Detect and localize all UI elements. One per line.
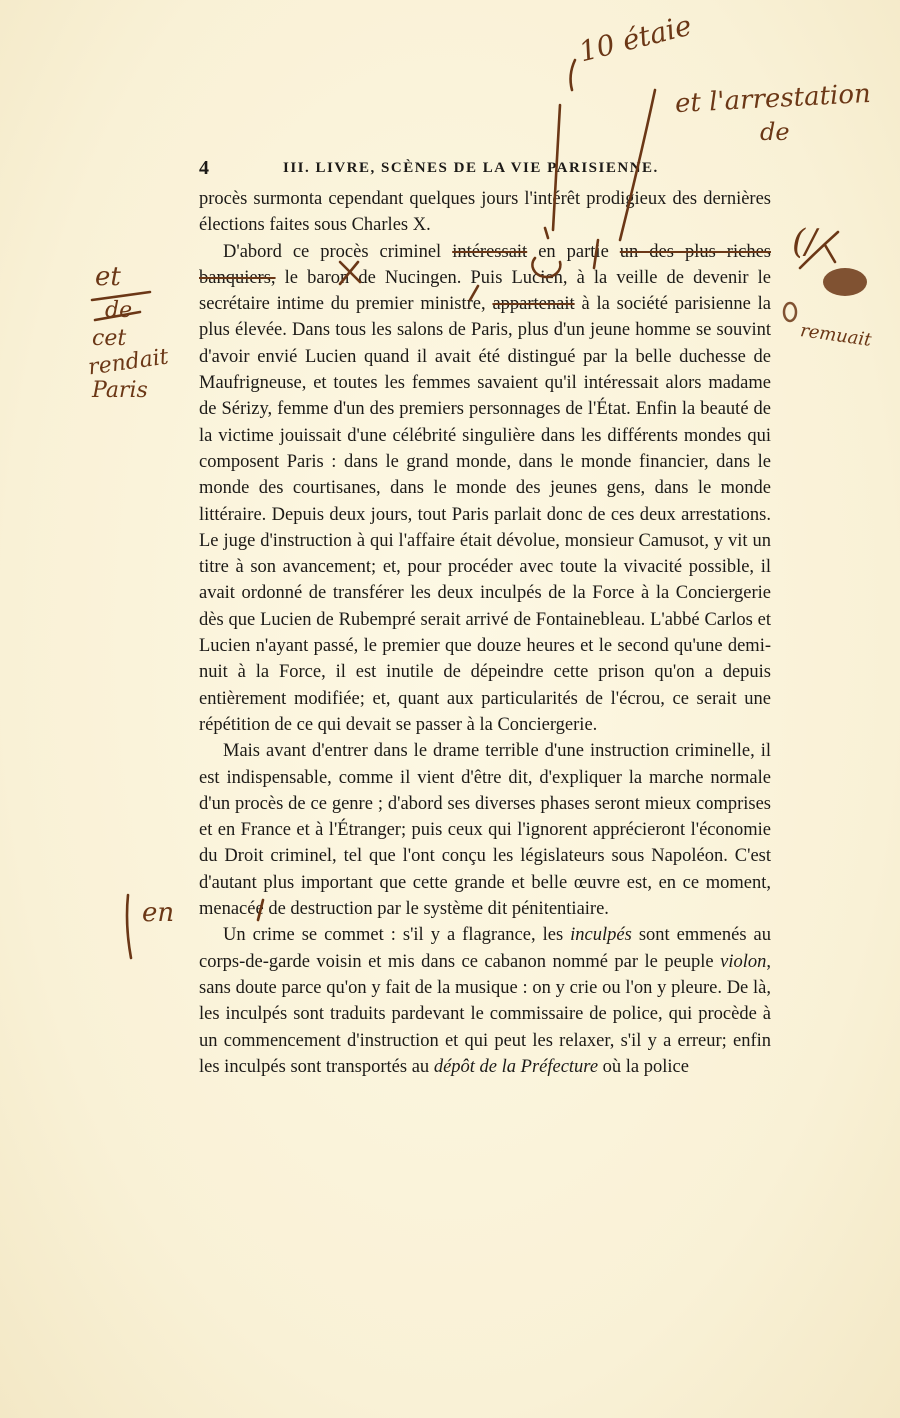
annotation-right-1: (/ — [792, 222, 817, 262]
ink-stroke — [545, 228, 548, 238]
italic-term: inculpés — [570, 925, 632, 946]
ink-stroke — [571, 60, 575, 90]
italic-term: violon — [720, 951, 767, 972]
text-run: le baron de Nucingen. Puis Lucien, à la veille de devenir le secrétaire intime du premier ministre, — [199, 267, 771, 315]
annotation-left-5: Paris — [92, 378, 148, 403]
struck-word-interessait: intéressait — [452, 241, 528, 262]
ink-stroke — [470, 286, 478, 300]
text-run: , sans doute parce qu'on y fait de la musique : on y crie ou l'on y pleure. De là, les inculpés sont traduits pardevant le commissaire de police, qui procède à un commencement d'instruction et qui peut les relaxer, s'il y a erreur; enfin les inculpés sont transportés au — [199, 951, 771, 1077]
page-number: 4 — [199, 157, 211, 179]
ink-stroke — [340, 262, 360, 284]
ink-stroke — [127, 895, 131, 958]
ink-stroke — [594, 240, 598, 268]
running-title: III. LIVRE, SCÈNES DE LA VIE PARISIENNE. — [283, 160, 659, 176]
annotation-top-3: de — [760, 118, 790, 146]
paragraph-1: procès surmonta cependant quelques jours l'intérêt prodigieux des dernières élections faites sous Charles X. — [199, 189, 771, 236]
italic-term: dépôt de la Préfecture — [433, 1056, 599, 1077]
text-run: sont emmenés au corps-de-garde voisin et mis dans ce cabanon nommé par le peuple — [199, 925, 772, 972]
text-run: D'abord ce procès criminel — [223, 241, 453, 262]
text-run: à la société parisienne la plus élevée. Dans tous les salons de Paris, plus d'un jeune homme se souvint d'avoir envié Lucien quand il avait été distingué par la belle duchesse de Maufrigneuse, et toutes les femmes savaient qu'il intéressait alors madame de Sérizy, femme d'un des premiers personnages de l'État. Enfin la beauté de la victime jouissait d'une célébrité singulière dans les différents mondes qui composent Paris : dans le grand monde, dans le monde financier, dans le monde des courtisanes, dans le monde des jeunes gens, dans le monde littéraire. Depuis deux jours, tout Paris parlait donc de ces deux arrestations. Le juge d'instruction à qui l'affaire était dévolue, monsieur Camusot, y vit un titre à son avancement; et, pour procéder avec toute la vivacité possible, il avait ordonné de transférer les deux inculpés de la Force à la Conciergerie dès que Lucien de Rubempré serait arrivé de Fontainebleau. L'abbé Carlos et Lucien n'ayant passé, le premier que douze heures et le second qu'une demi-nuit à la Force, il est inutile de dépeindre cette prison qu'on a depuis entièrement modifiée; et, quant aux particularités de l'écrou, ce serait une répétition de ce qui devait se passer à la Conciergerie. — [199, 294, 771, 735]
annotation-margin-en: en — [142, 898, 175, 928]
ink-stroke — [532, 258, 560, 277]
text-run: en partie — [527, 241, 620, 262]
annotation-top-2: et l'arrestation — [674, 78, 872, 120]
annotation-left-1: et — [95, 262, 121, 292]
ink-blot — [784, 303, 796, 321]
ink-stroke — [825, 245, 835, 262]
text-run: Un crime se commet : s'il y a flagrance, les — [223, 925, 571, 946]
ink-stroke — [620, 90, 655, 240]
ink-stroke — [553, 105, 560, 230]
annotation-left-3: cet — [92, 326, 127, 351]
ink-blot — [823, 268, 867, 296]
annotation-left-4: rendait — [86, 344, 171, 381]
ink-stroke — [258, 900, 263, 920]
annotation-top-1: 10 étaie — [575, 8, 695, 69]
annotation-right-2: remuait — [798, 320, 873, 351]
annotation-left-2: de — [105, 298, 133, 323]
struck-phrase-banquiers: un des plus riches banquiers, — [199, 241, 771, 288]
paragraph-3: Mais avant d'entrer dans le drame terrible d'une instruction criminelle, il est indispensable, comme il vient d'être dit, d'expliquer la marche normale d'un procès de ce genre ; d'abord ses diverses phases seront mieux comprises et en France et à l'Étranger; puis ceux qui l'ignorent apprécieront l'économie du Droit criminel, tel que l'ont conçu les législateurs sous Napoléon. C'est d'autant plus important que cette grande et belle œuvre est, en ce moment, menacée de destruction par le système dit pénitentiaire. — [199, 741, 771, 920]
struck-word-appartenait: appartenait — [492, 294, 575, 315]
text-run: où la police — [598, 1056, 689, 1077]
